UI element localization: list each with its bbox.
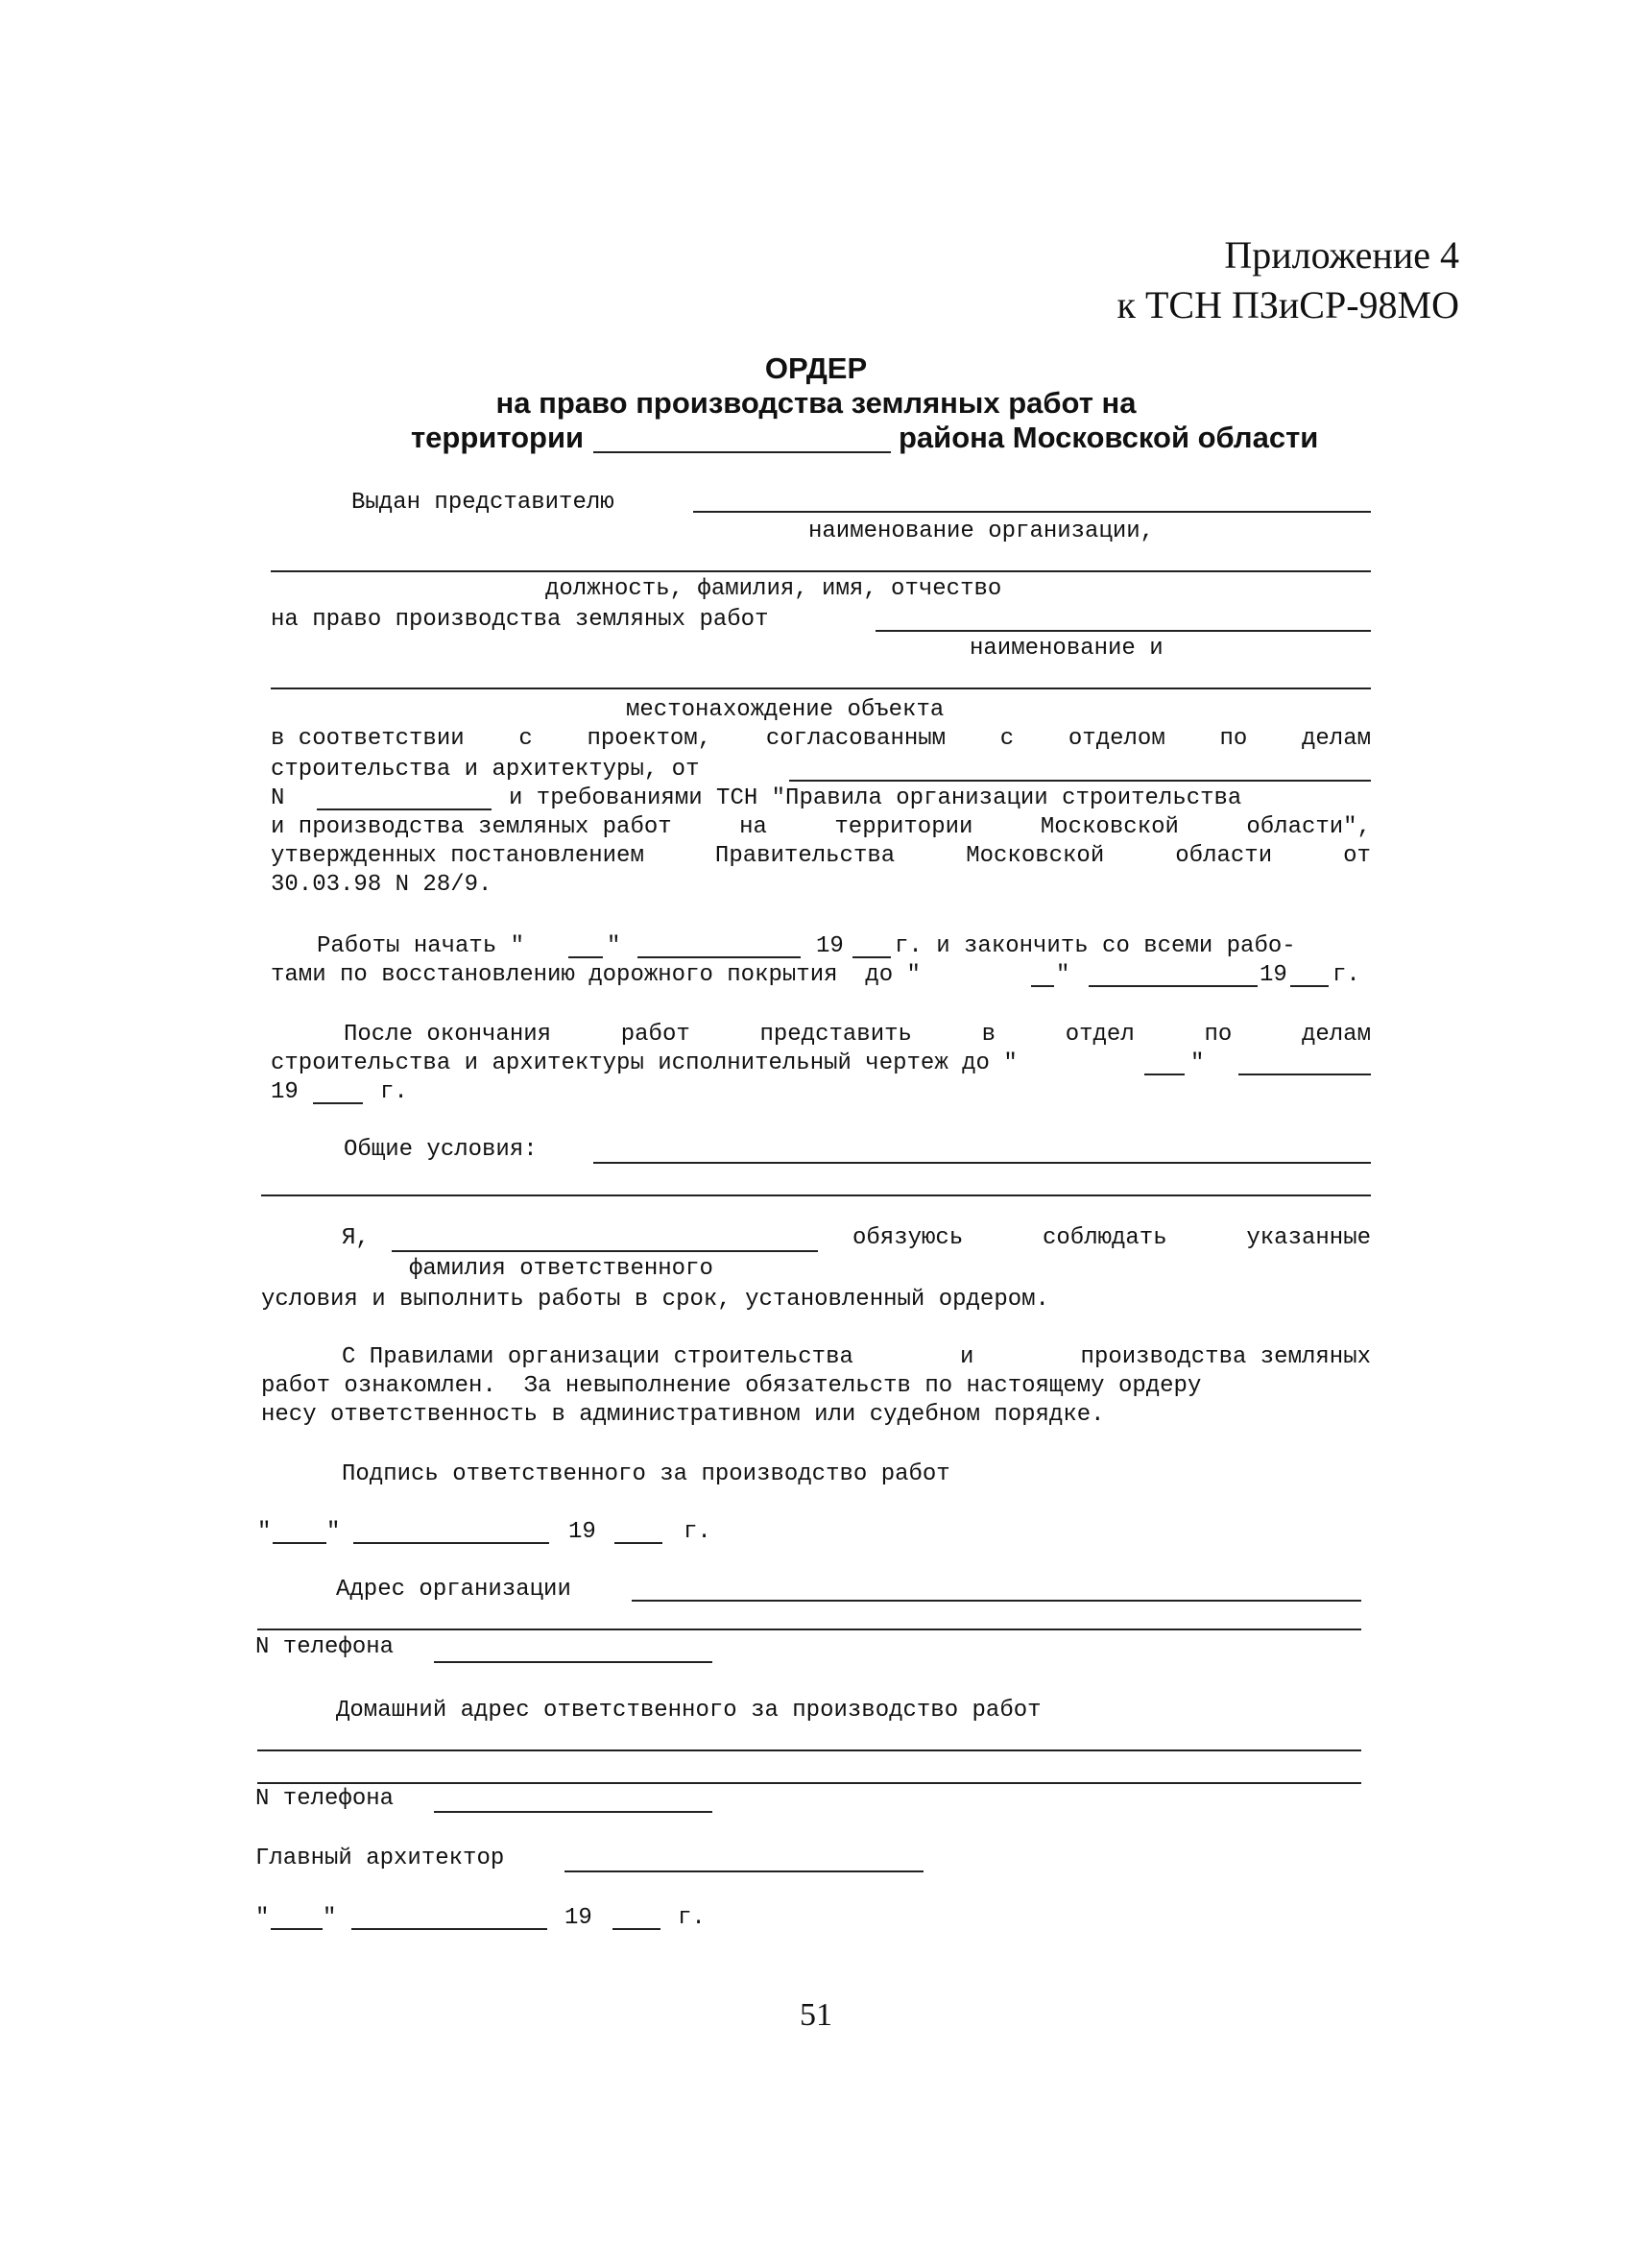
- drawing-day-blank: [1144, 1074, 1185, 1075]
- word: с: [518, 726, 533, 752]
- word: производства земляных: [1080, 1344, 1371, 1370]
- home-address-blank-2: [257, 1782, 1361, 1784]
- word: проектом,: [587, 726, 712, 752]
- word: утвержденных постановлением: [271, 843, 644, 869]
- drawing-year-blank: [313, 1102, 363, 1104]
- issued-label: Выдан представителю: [351, 490, 614, 516]
- word: с: [999, 726, 1015, 752]
- quote-mark: ": [326, 1519, 341, 1545]
- rules-line-2: работ ознакомлен. За невыполнение обязательств по настоящему ордеру: [261, 1373, 1202, 1399]
- word: представить: [759, 1022, 912, 1048]
- hint-name: наименование и: [970, 636, 1164, 662]
- word: области",: [1246, 814, 1371, 840]
- start-year-blank: [852, 956, 891, 958]
- home-address-label: Домашний адрес ответственного за производство работ: [336, 1698, 1042, 1724]
- start-month-blank: [637, 956, 801, 958]
- home-address-blank: [257, 1749, 1361, 1751]
- year-prefix: 19: [816, 933, 844, 959]
- org-phone-label: N телефона: [255, 1634, 395, 1660]
- word: и производства земляных работ: [271, 814, 672, 840]
- quote-mark: ": [257, 1519, 272, 1545]
- start-line-rest: г. и закончить со всеми рабо-: [895, 933, 1296, 959]
- hint-organization: наименование организации,: [808, 519, 1155, 544]
- quote-mark: ": [1056, 962, 1070, 988]
- home-phone-blank: [434, 1811, 712, 1813]
- end-year-blank: [1290, 985, 1329, 987]
- word: указанные: [1246, 1225, 1371, 1251]
- word: Правительства: [714, 843, 896, 869]
- word: Московской: [1040, 814, 1179, 840]
- pledge-words: [852, 1225, 1371, 1252]
- end-month-blank: [1089, 985, 1258, 987]
- appendix-header: [1117, 230, 1459, 330]
- territory-label: территории: [411, 421, 585, 454]
- accordance-line-5: [271, 843, 1371, 870]
- word: делам: [1301, 726, 1371, 752]
- hint-person: должность, фамилия, имя, отчество: [545, 576, 1002, 602]
- approval-number-blank: [317, 808, 492, 810]
- page-number: 51: [800, 1997, 832, 2033]
- accordance-line-4: [271, 814, 1371, 841]
- org-address-blank: [632, 1600, 1361, 1602]
- year-suffix: г.: [1332, 962, 1360, 988]
- word: отдел: [1065, 1022, 1135, 1048]
- works-label: на право производства земляных работ: [271, 607, 769, 633]
- organization-blank: [271, 570, 1371, 572]
- home-phone-label: N телефона: [255, 1786, 395, 1812]
- word: по: [1204, 1022, 1233, 1048]
- chief-architect-blank: [564, 1870, 924, 1872]
- quote-mark: ": [323, 1905, 337, 1931]
- word: территории: [834, 814, 973, 840]
- quote-mark: ": [607, 933, 621, 959]
- responsible-name-blank: [392, 1250, 818, 1252]
- year-prefix: 19: [568, 1519, 596, 1545]
- word: С Правилами организации строительства: [342, 1344, 853, 1370]
- year-suffix: г.: [678, 1905, 706, 1931]
- hint-location: местонахождение объекта: [626, 697, 945, 723]
- chief-month-blank: [351, 1928, 547, 1930]
- word: работ: [620, 1022, 690, 1048]
- document-subtitle: на право производства земляных работ на: [495, 386, 1137, 420]
- word: в соответствии: [271, 726, 465, 752]
- year-suffix: г.: [684, 1519, 711, 1545]
- org-address-blank-2: [257, 1629, 1361, 1630]
- works-blank: [876, 630, 1371, 632]
- word: на: [739, 814, 767, 840]
- year-prefix: 19: [564, 1905, 592, 1931]
- word: соблюдать: [1042, 1225, 1167, 1251]
- year-suffix: г.: [380, 1079, 408, 1105]
- end-day-blank: [1031, 985, 1054, 987]
- org-address-label: Адрес организации: [336, 1577, 571, 1603]
- accordance-line-1: [271, 726, 1371, 753]
- location-blank: [271, 688, 1371, 689]
- end-line: тами по восстановлению дорожного покрытия до ": [271, 962, 921, 988]
- pledge-ya: Я,: [342, 1225, 370, 1251]
- org-phone-blank: [434, 1661, 712, 1663]
- word: Московской: [966, 843, 1105, 869]
- general-label: Общие условия:: [344, 1137, 538, 1163]
- year-prefix: 19: [271, 1079, 299, 1105]
- general-blank: [593, 1162, 1371, 1164]
- territory-blank: [593, 451, 891, 453]
- word: обязуюсь: [852, 1225, 964, 1251]
- year-prefix: 19: [1260, 962, 1287, 988]
- word: и: [960, 1344, 974, 1370]
- pledge-line-2: условия и выполнить работы в срок, установленный ордером.: [261, 1287, 1049, 1313]
- hint-responsible: фамилия ответственного: [409, 1256, 713, 1282]
- appendix-line-2: к ТСН ПЗиСР-98МО: [1116, 283, 1459, 326]
- chief-architect-label: Главный архитектор: [255, 1846, 505, 1871]
- rules-line-3: несу ответственность в административном или судебном порядке.: [261, 1402, 1105, 1428]
- word: согласованным: [765, 726, 947, 752]
- number-label: N: [271, 785, 285, 811]
- word: в: [981, 1022, 996, 1048]
- after-line-1: [344, 1022, 1371, 1049]
- appendix-line-1: Приложение 4: [1224, 233, 1459, 277]
- after-line-2: строительства и архитектуры исполнительный чертеж до ": [271, 1050, 1018, 1076]
- signature-label: Подпись ответственного за производство работ: [342, 1461, 950, 1487]
- word: от: [1343, 843, 1371, 869]
- accordance-line-2: строительства и архитектуры, от: [271, 757, 700, 783]
- approval-date-blank: [789, 780, 1371, 782]
- accordance-line-3: и требованиями ТСН "Правила организации строительства: [509, 785, 1242, 811]
- quote-mark: ": [255, 1905, 270, 1931]
- signature-month-blank: [353, 1542, 549, 1544]
- quote-mark: ": [1190, 1050, 1205, 1076]
- signature-day-blank: [273, 1542, 326, 1544]
- chief-year-blank: [612, 1928, 660, 1930]
- start-day-blank: [568, 956, 603, 958]
- word: по: [1219, 726, 1248, 752]
- chief-day-blank: [271, 1928, 323, 1930]
- district-label: района Московской области: [899, 421, 1319, 454]
- document-title: ОРДЕР: [764, 351, 868, 385]
- signature-year-blank: [614, 1542, 662, 1544]
- word: После окончания: [344, 1022, 552, 1048]
- drawing-month-blank: [1238, 1074, 1371, 1075]
- issued-blank: [693, 511, 1371, 513]
- accordance-line-6: 30.03.98 N 28/9.: [271, 872, 492, 898]
- start-label: Работы начать ": [317, 933, 525, 959]
- word: отделом: [1068, 726, 1165, 752]
- word: делам: [1301, 1022, 1371, 1048]
- rules-line-1: [342, 1344, 1371, 1371]
- word: области: [1175, 843, 1273, 869]
- general-blank-2: [261, 1194, 1371, 1196]
